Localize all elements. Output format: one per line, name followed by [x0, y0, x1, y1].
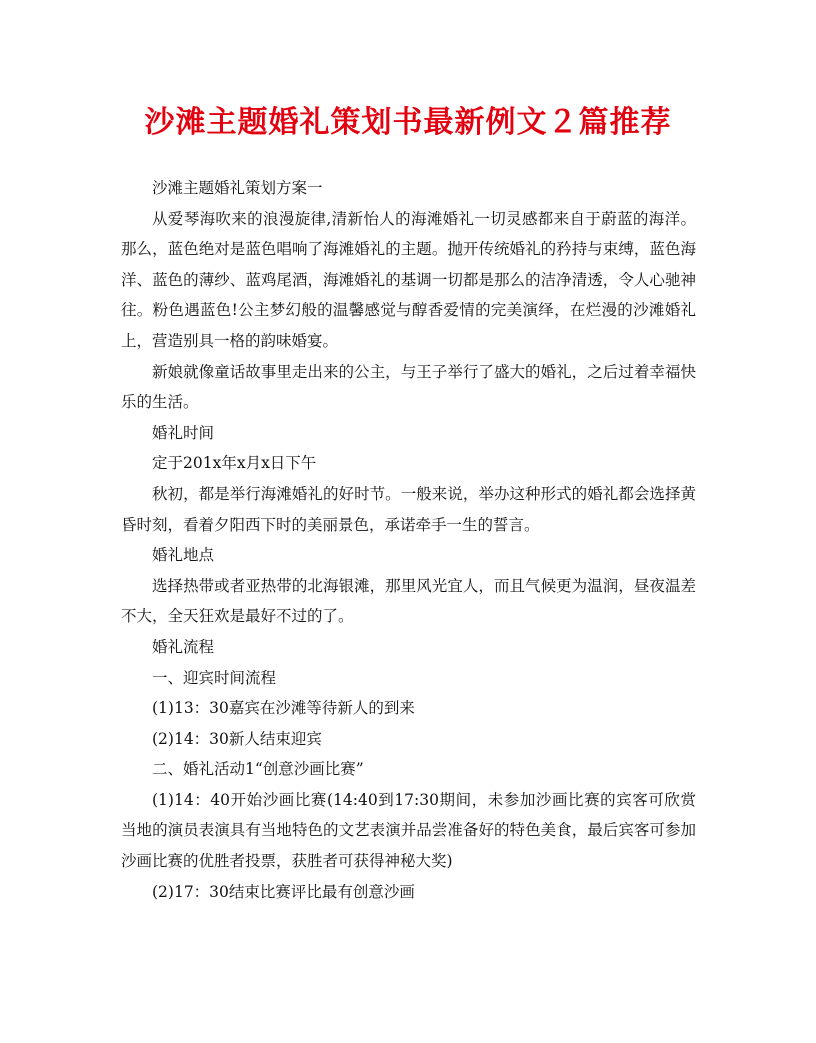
process-item: (1)14：40开始沙画比赛(14:40到17:30期间，未参加沙画比赛的宾客可欣赏当地的演员表演具有当地特色的文艺表演并品尝准备好的特色美食，最后宾客可参加沙画比赛的优胜者投票，获胜者可获得神秘大奖) — [121, 790, 696, 871]
document-title: 沙滩主题婚礼策划书最新例文２篇推荐 — [144, 105, 672, 140]
wedding-process-heading: 婚礼流程 — [152, 637, 215, 656]
process-item: (1)13：30嘉宾在沙滩等待新人的到来 — [152, 699, 415, 718]
bride-paragraph: 新娘就像童话故事里走出来的公主，与王子举行了盛大的婚礼，之后过着幸福快乐的生活。 — [121, 362, 696, 412]
intro-paragraph: 从爱琴海吹来的浪漫旋律,清新怡人的海滩婚礼一切灵感都来自于蔚蓝的海洋。那么，蓝色绝对是蓝色唱响了海滩婚礼的主题。抛开传统婚礼的矜持与束缚，蓝色海洋、蓝色的薄纱、蓝鸡尾酒，海滩婚礼的基调一切都是那么的洁净清透，令人心驰神往。粉色遇蓝色!公主梦幻般的温馨感觉与醇香爱情的完美演绎，在烂漫的沙滩婚礼上，营造别具一格的韵味婚宴。 — [121, 209, 696, 350]
process-item: (2)14：30新人结束迎宾 — [152, 729, 322, 748]
wedding-location-heading: 婚礼地点 — [152, 546, 215, 565]
process-item: 一、迎宾时间流程 — [152, 668, 277, 687]
process-item: 二、婚礼活动1“创意沙画比赛” — [152, 760, 364, 779]
process-item: (2)17：30结束比赛评比最有创意沙画 — [152, 882, 415, 901]
section-heading: 沙滩主题婚礼策划方案一 — [152, 179, 323, 197]
wedding-time-heading: 婚礼时间 — [152, 423, 215, 442]
document-body — [121, 173, 696, 907]
wedding-time-value: 定于201x年x月x日下午 — [152, 454, 317, 473]
location-paragraph: 选择热带或者亚热带的北海银滩，那里风光宜人，而且气候更为温润，昼夜温差不大，全天狂欢是最好不过的了。 — [121, 576, 696, 626]
season-paragraph: 秋初，都是举行海滩婚礼的好时节。一般来说，举办这种形式的婚礼都会选择黄昏时刻，看着夕阳西下时的美丽景色，承诺牵手一生的誓言。 — [121, 484, 696, 534]
